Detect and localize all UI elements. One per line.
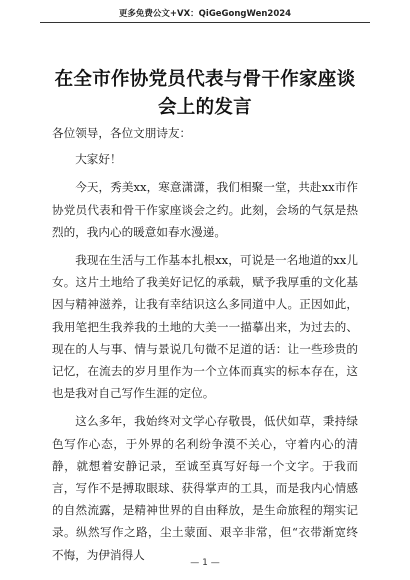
greeting: 大家好！ [75,152,122,167]
body-paragraph: 这么多年，我始终对文学心存敬畏，低伏如草，秉持绿色写作心态，于外界的名利纷争漠不关心，守着内心的清静，就想着安静记录，至诚至真写好每一个文字。于我而言，写作不是搏取眼球、获得掌声的工具，而是我内心情感的自然流露，是精神世界的自由释放，是生命旅程的翔实记录。纵然写作之路，尘土蒙面、艰辛非常，但“衣带渐宽终不悔，为伊消得人 [52,414,358,562]
body-paragraph: 我现在生活与工作基本扎根xx，可说是一名地道的xx儿女。这片土地给了我美好记忆的承载，赋予我厚重的文化基因与精神滋养，让我有幸结识这么多同道中人。正因如此，我用笔把生我养我的土地的大美一一描摹出来，为过去的、现在的人与事、情与景说几句微不足道的话：让一些珍贵的记忆，在流去的岁月里作为一个立体而真实的标本存在，这也是我对自己写作生涯的定位。 [52,253,358,401]
page-header-watermark: 更多免费公文+VX：QiGeGongWen2024 [118,9,292,19]
page-number: — 1 — [190,558,220,568]
header-divider [40,22,370,23]
document-body [52,122,358,572]
salutation: 各位领导，各位文朋诗友： [52,126,192,140]
document-title: 在全市作协党员代表与骨干作家座谈会上的发言 [54,69,356,118]
body-paragraph: 今天，秀美xx，寒意潇潇，我们相聚一堂，共赴xx市作协党员代表和骨干作家座谈会之约。此刻，会场的气氛是热烈的，我内心的暖意如春水漫递。 [52,180,358,239]
